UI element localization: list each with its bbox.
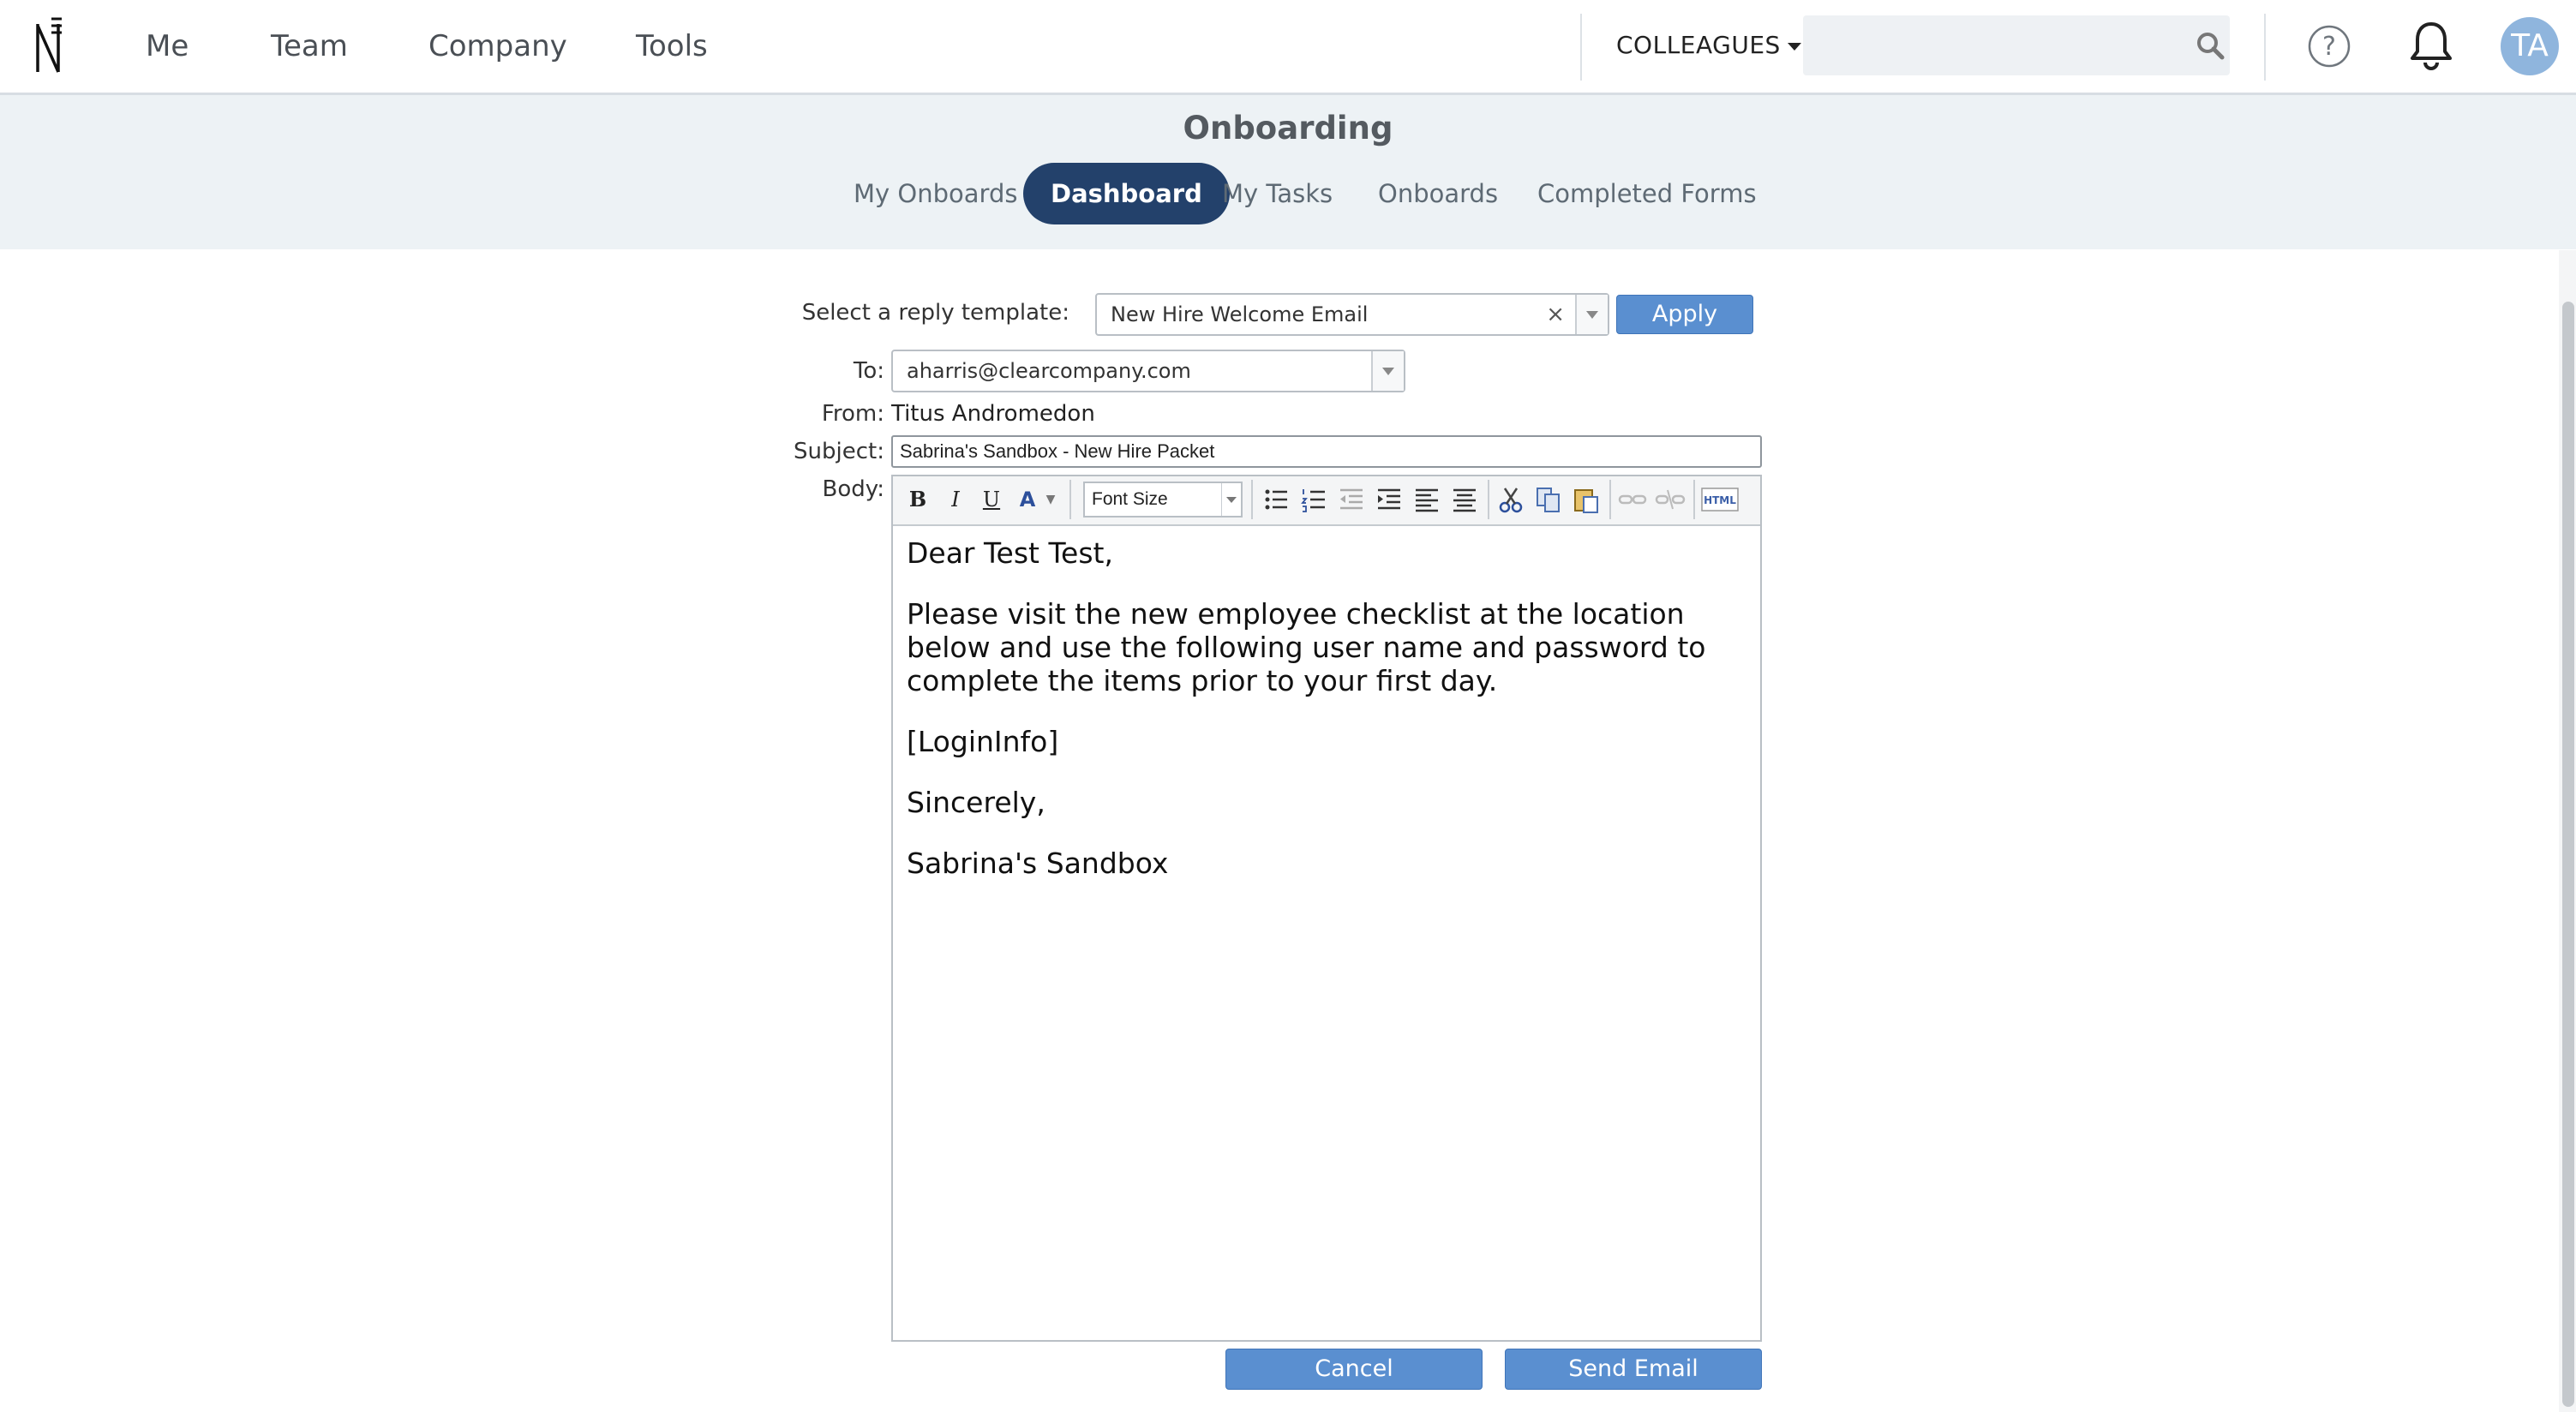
editor-toolbar	[893, 476, 1760, 526]
logo-icon[interactable]	[33, 15, 67, 77]
bullet-list-icon[interactable]	[1260, 483, 1292, 516]
svg-text:HTML: HTML	[1704, 494, 1736, 506]
from-label: From:	[821, 401, 884, 427]
text-color-icon[interactable]: A	[1019, 488, 1036, 512]
toolbar-divider	[1251, 480, 1253, 519]
subject-label: Subject:	[794, 439, 884, 464]
body-paragraph: Please visit the new employee checklist at the location below and use the following user name and password to complete the items prior to your first day.	[907, 597, 1706, 697]
nav-team[interactable]: Team	[271, 29, 348, 63]
subject-input[interactable]	[891, 435, 1762, 468]
tab-my-tasks[interactable]: My Tasks	[1222, 179, 1333, 208]
link-icon[interactable]	[1616, 483, 1649, 516]
body-label: Body:	[822, 476, 884, 502]
chevron-down-icon[interactable]	[1221, 483, 1241, 516]
chevron-down-icon	[1788, 43, 1801, 51]
cancel-button[interactable]: Cancel	[1225, 1349, 1483, 1390]
html-icon[interactable]	[1700, 483, 1740, 516]
font-size-label: Font Size	[1092, 489, 1168, 509]
body-paragraph: Dear Test Test,	[907, 536, 1113, 570]
nav-me[interactable]: Me	[146, 29, 189, 63]
outdent-icon[interactable]	[1335, 483, 1368, 516]
chevron-down-icon[interactable]	[1575, 295, 1608, 334]
cut-icon[interactable]	[1495, 483, 1527, 516]
toolbar-divider	[1069, 480, 1071, 519]
bold-icon[interactable]: B	[908, 487, 927, 512]
nav-divider	[1580, 14, 1582, 81]
to-label: To:	[853, 358, 884, 384]
bell-icon[interactable]	[2408, 21, 2454, 70]
top-nav-bar	[0, 0, 2576, 95]
indent-icon[interactable]	[1373, 483, 1405, 516]
body-editor[interactable]	[891, 475, 1762, 1342]
template-select-value: New Hire Welcome Email	[1111, 302, 1369, 326]
svg-text:?: ?	[2322, 32, 2336, 62]
align-center-icon[interactable]	[1448, 483, 1481, 516]
apply-button[interactable]: Apply	[1616, 295, 1753, 334]
tab-dashboard[interactable]: Dashboard	[1023, 163, 1230, 224]
to-select-value: aharris@clearcompany.com	[907, 359, 1191, 383]
tab-onboards[interactable]: Onboards	[1378, 179, 1499, 208]
avatar[interactable]: TA	[2501, 17, 2559, 75]
font-size-select[interactable]	[1083, 482, 1243, 518]
toolbar-divider	[1609, 480, 1611, 519]
template-select[interactable]	[1095, 293, 1609, 336]
page-title: Onboarding	[1183, 110, 1393, 147]
unlink-icon[interactable]	[1654, 483, 1686, 516]
chevron-down-icon[interactable]	[1371, 351, 1404, 391]
from-value: Titus Andromedon	[891, 401, 1095, 427]
toolbar-divider	[1693, 480, 1695, 519]
italic-icon[interactable]: I	[951, 488, 960, 512]
template-label: Select a reply template:	[801, 300, 1069, 326]
email-body[interactable]	[907, 536, 1738, 907]
search-input[interactable]	[1803, 15, 2230, 75]
copy-icon[interactable]	[1532, 483, 1565, 516]
scrollbar-thumb[interactable]	[2562, 302, 2574, 1407]
nav-tools[interactable]: Tools	[636, 29, 708, 63]
nav-company[interactable]: Company	[428, 29, 567, 63]
to-select[interactable]	[891, 350, 1405, 392]
chevron-down-icon[interactable]: ▼	[1045, 493, 1056, 506]
search-icon[interactable]	[2196, 31, 2225, 60]
numbered-list-icon[interactable]	[1297, 483, 1330, 516]
underline-icon[interactable]: U	[982, 488, 1001, 512]
send-email-button[interactable]: Send Email	[1505, 1349, 1762, 1390]
tab-completed-forms[interactable]: Completed Forms	[1537, 179, 1757, 208]
colleagues-label: COLLEAGUES	[1616, 31, 1781, 59]
clear-icon[interactable]: ×	[1546, 302, 1565, 327]
body-paragraph: Sincerely,	[907, 786, 1045, 819]
body-paragraph: Sabrina's Sandbox	[907, 847, 1169, 880]
body-paragraph: [LoginInfo]	[907, 725, 1059, 758]
nav-divider	[2264, 14, 2266, 81]
align-left-icon[interactable]	[1411, 483, 1443, 516]
paste-icon[interactable]	[1570, 483, 1603, 516]
colleagues-dropdown[interactable]	[1616, 31, 1801, 59]
toolbar-divider	[1488, 480, 1489, 519]
tab-my-onboards[interactable]: My Onboards	[854, 179, 1018, 208]
help-icon[interactable]	[2307, 24, 2351, 69]
